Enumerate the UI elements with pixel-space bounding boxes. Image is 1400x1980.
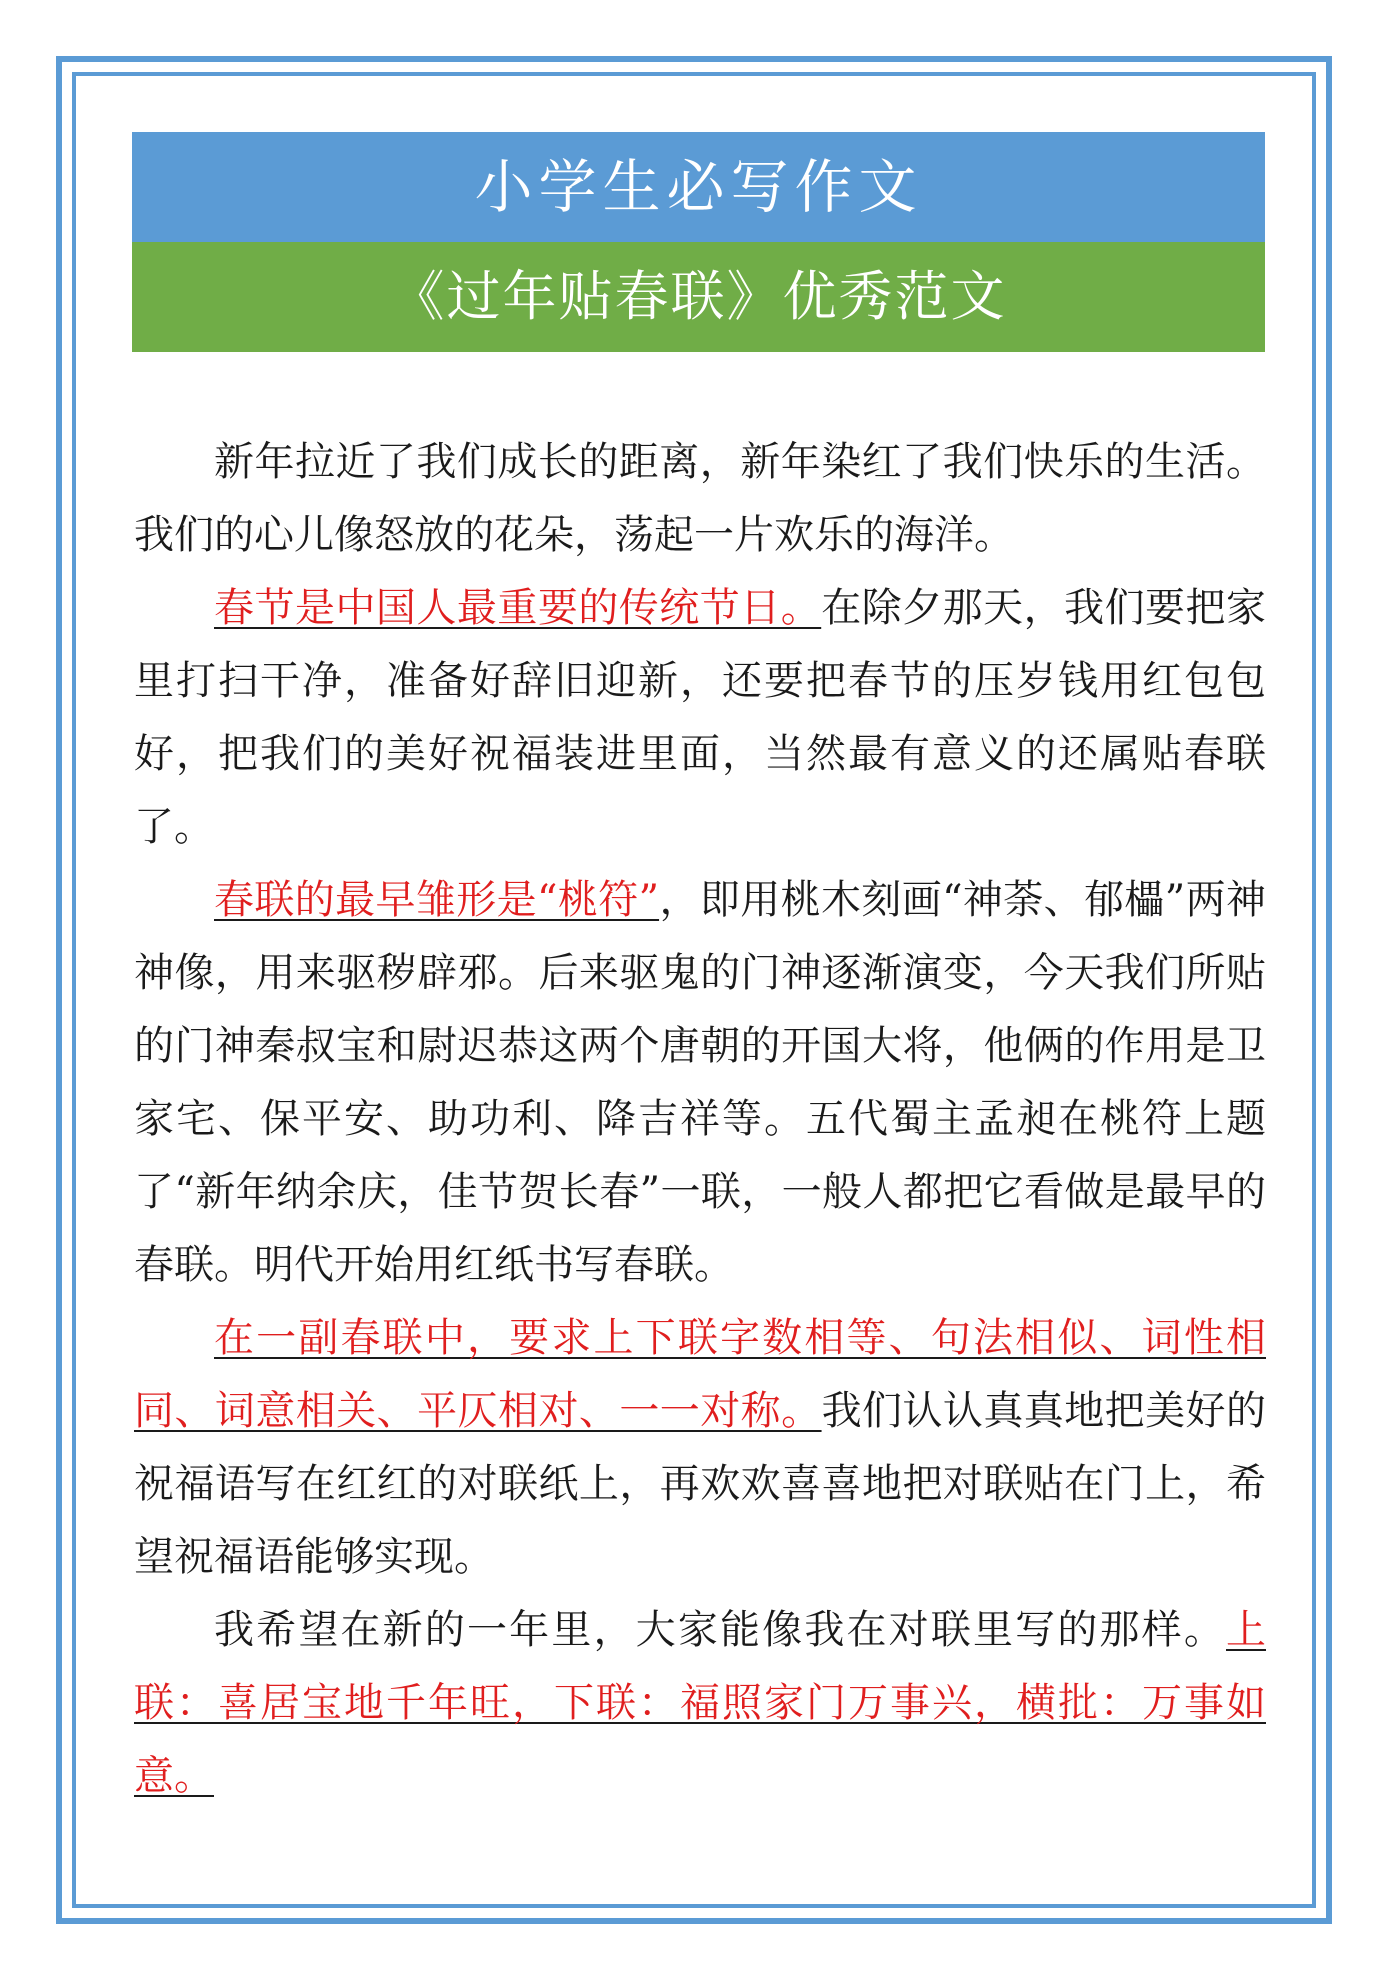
page-title: 小学生必写作文 xyxy=(474,153,923,221)
essay-body xyxy=(134,426,1266,1813)
paragraph-3-text: ，即用桃木刻画“神荼、郁櫑”两神神像，用来驱秽辟邪。后来驱鬼的门神逐渐演变，今天我们所贴的门神秦叔宝和尉迟恭这两个唐朝的开国大将，他俩的作用是卫家宅、保平安、助功利、降吉祥等。五代蜀主孟昶在桃符上题了“新年纳余庆，佳节贺长春”一联，一般人都把它看做是最早的春联。明代开始用红纸书写春联。 xyxy=(134,877,1266,1288)
paragraph-2 xyxy=(134,572,1266,864)
paragraph-4-highlight: 在一副春联中，要求上下联字数相等、句法相似、词性相同、词意相关、平仄相对、一一对称。 xyxy=(134,1315,1266,1434)
paragraph-2-text: 在除夕那天，我们要把家里打扫干净，准备好辞旧迎新，还要把春节的压岁钱用红包包好，把我们的美好祝福装进里面，当然最有意义的还属贴春联了。 xyxy=(134,585,1267,850)
paragraph-3 xyxy=(134,864,1266,1302)
paragraph-5 xyxy=(134,1594,1266,1813)
paragraph-5-text: 我希望在新的一年里，大家能像我在对联里写的那样。 xyxy=(214,1607,1226,1653)
paragraph-4 xyxy=(134,1302,1266,1594)
page-subtitle: 《过年贴春联》优秀范文 xyxy=(390,265,1007,328)
paragraph-5-highlight: 上联：喜居宝地千年旺，下联：福照家门万事兴，横批：万事如意。 xyxy=(134,1607,1266,1799)
title-banner xyxy=(132,132,1265,242)
paragraph-1-text: 新年拉近了我们成长的距离，新年染红了我们快乐的生活。我们的心儿像怒放的花朵，荡起一片欢乐的海洋。 xyxy=(134,439,1266,558)
paragraph-2-highlight: 春节是中国人最重要的传统节日。 xyxy=(214,585,822,631)
paragraph-1 xyxy=(134,426,1266,572)
paragraph-4-text: 我们认认真真地把美好的祝福语写在红红的对联纸上，再欢欢喜喜地把对联贴在门上，希望祝福语能够实现。 xyxy=(134,1388,1267,1580)
paragraph-3-highlight: 春联的最早雏形是“桃符” xyxy=(214,877,660,923)
subtitle-banner xyxy=(132,242,1265,352)
